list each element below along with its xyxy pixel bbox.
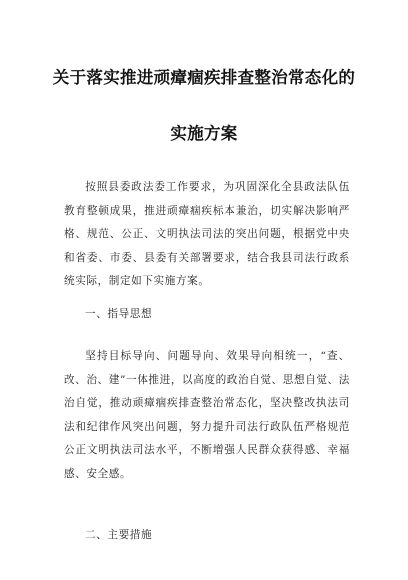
intro-paragraph: 按照县委政法委工作要求，为巩固深化全县政法队伍教育整顿成果，推进顽瘴痼疾标本兼治，切实解决影响严格、规范、公正、文明执法司法的突出问题，根据党中央和省委、市委、县委有关部署要求，结合我县司法行政系统实际，制定如下实施方案。 xyxy=(64,181,350,287)
guiding-ideology-paragraph: 坚持目标导向、问题导向、效果导向相统一，“查、改、治、建”一体推进，以高度的政治自觉、思想自觉、法治自觉，推动顽瘴痼疾排查整治常态化，坚决整改执法司法和纪律作风突出问题，努力提升司法行政队伍严格规范公正文明执法司法水平，不断增强人民群众获得感、幸福感、安全感。 xyxy=(64,350,350,480)
section-heading-guiding-ideology: 一、指导思想 xyxy=(85,308,153,320)
section-heading-main-measures: 二、主要措施 xyxy=(85,529,153,541)
document-title-line2: 实施方案 xyxy=(170,124,238,143)
document-title-line1: 关于落实推进顽瘴痼疾排查整治常态化的 xyxy=(52,68,356,87)
